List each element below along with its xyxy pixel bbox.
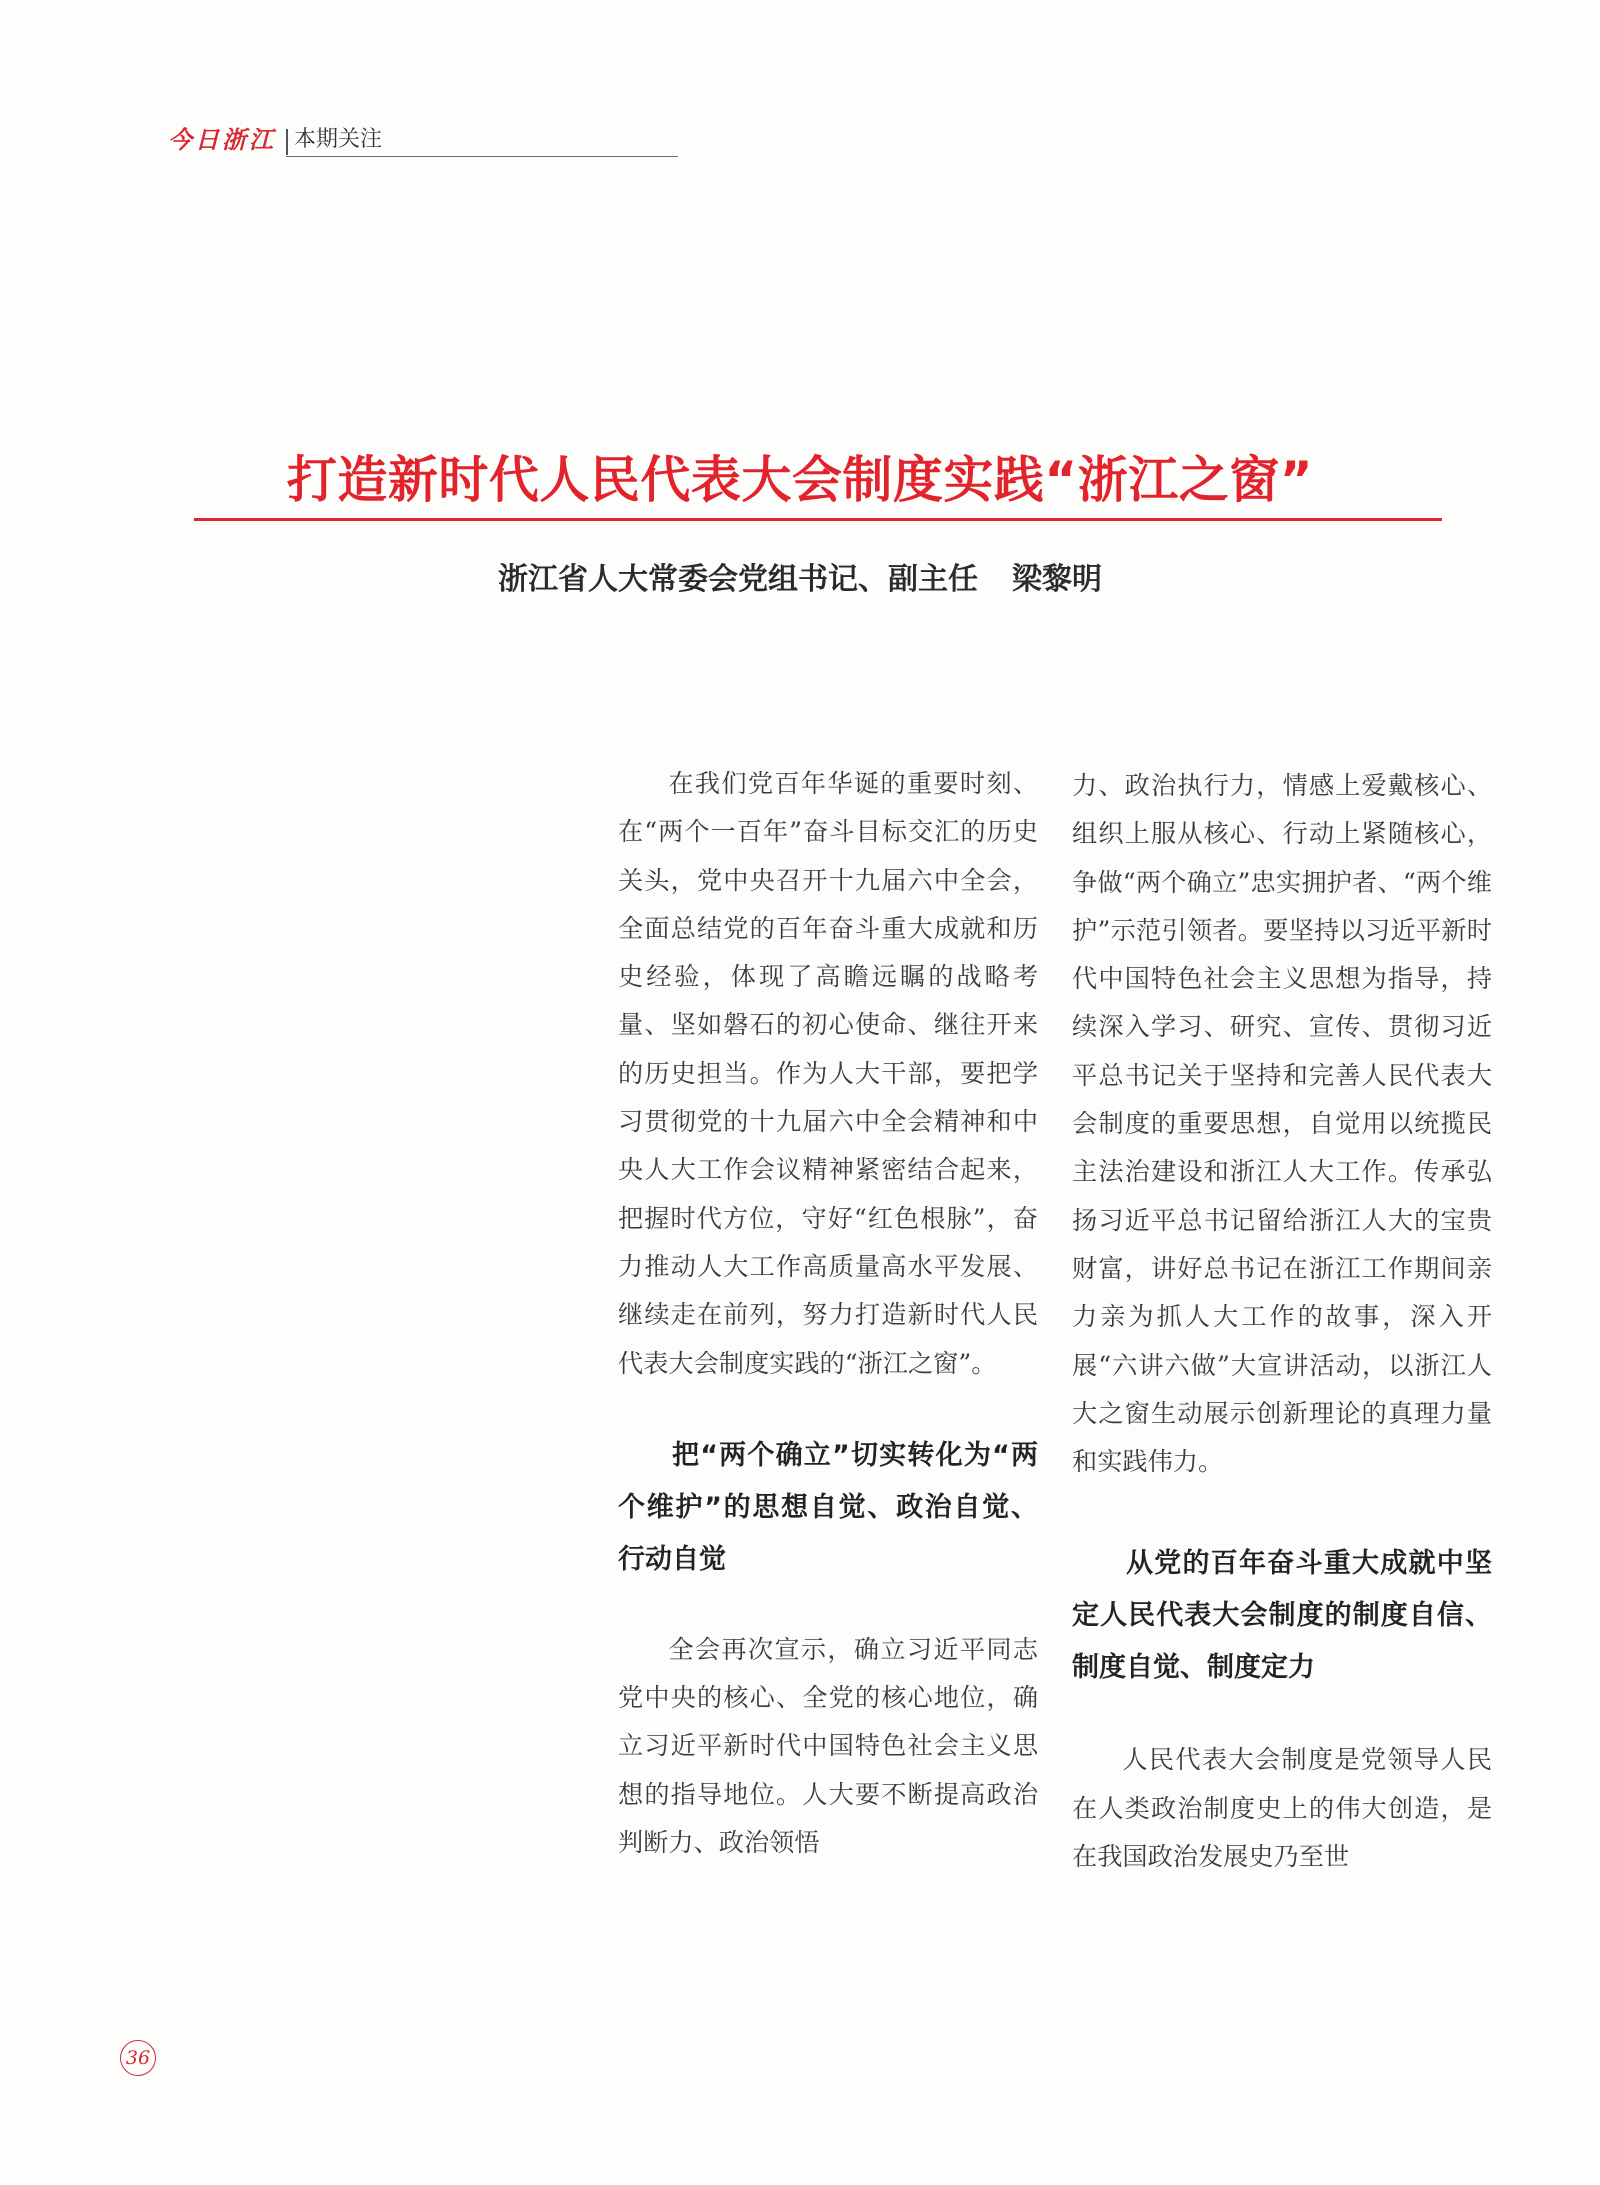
author-position: 浙江省人大常委会党组书记、副主任 [498, 562, 978, 597]
section-subheading: 把“两个确立”切实转化为“两个维护”的思想自觉、政治自觉、行动自觉 [618, 1439, 1038, 1575]
body-paragraph: 力、政治执行力，情感上爱戴核心、组织上服从核心、行动上紧随核心，争做“两个确立”忠实拥护者、“两个维护”示范引领者。要坚持以习近平新时代中国特色社会主义思想为指导，持续深入学习、研究、宣传、贯彻习近平总书记关于坚持和完善人民代表大会制度的重要思想，自觉用以统揽民主法治建设和浙江人大工作。传承弘扬习近平总书记留给浙江人大的宝贵财富，讲好总书记在浙江工作期间亲力亲为抓人大工作的故事，深入开展“六讲六做”大宣讲活动，以浙江人大之窗生动展示创新理论的真理力量和实践伟力。 [1072, 771, 1492, 1477]
body-column-right [1072, 762, 1492, 1881]
header-separator [286, 129, 288, 155]
body-paragraph: 在我们党百年华诞的重要时刻、在“两个一百年”奋斗目标交汇的历史关头，党中央召开十九届六中全会，全面总结党的百年奋斗重大成就和历史经验，体现了高瞻远瞩的战略考量、坚如磐石的初心使命、继往开来的历史担当。作为人大干部，要把学习贯彻党的十九届六中全会精神和中央人大工作会议精神紧密结合起来，把握时代方位，守好“红色根脉”，奋力推动人大工作高质量高水平发展、继续走在前列，努力打造新时代人民代表大会制度实践的“浙江之窗”。 [618, 769, 1038, 1378]
body-paragraph: 全会再次宣示，确立习近平同志党中央的核心、全党的核心地位，确立习近平新时代中国特色社会主义思想的指导地位。人大要不断提高政治判断力、政治领悟 [618, 1634, 1038, 1858]
header-rule [286, 156, 678, 157]
magazine-logo: 今日浙江 [168, 125, 276, 154]
section-label: 本期关注 [294, 127, 383, 152]
article-title: 打造新时代人民代表大会制度实践“浙江之窗” [286, 450, 1314, 509]
article-byline [150, 556, 1450, 604]
body-column-left [618, 760, 1038, 1867]
author-name: 梁黎明 [1012, 562, 1102, 597]
title-divider [194, 518, 1442, 521]
section-subheading: 从党的百年奋斗重大成就中坚定人民代表大会制度的制度自信、制度自觉、制度定力 [1072, 1548, 1492, 1684]
page-number: 36 [120, 2040, 156, 2076]
body-paragraph: 人民代表大会制度是党领导人民在人类政治制度史上的伟大创造，是在我国政治发展史乃至世 [1072, 1745, 1492, 1872]
